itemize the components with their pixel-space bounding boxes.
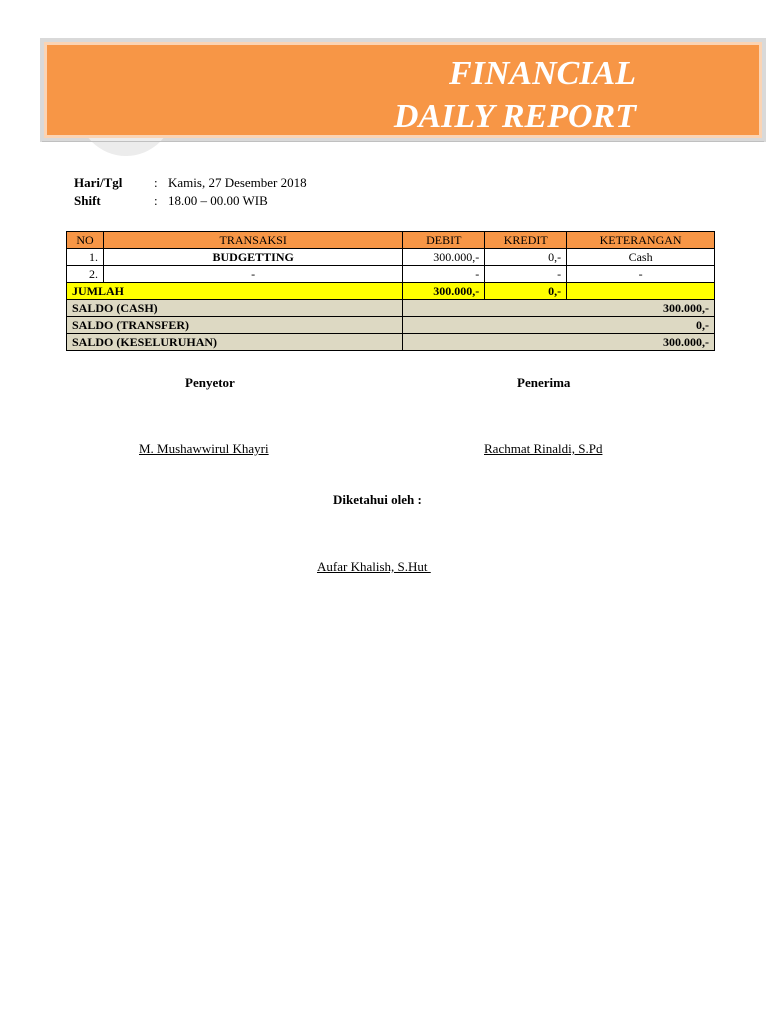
balance-label: SALDO (TRANSFER) — [67, 317, 403, 334]
depositor-name: M. Mushawwirul Khayri — [139, 441, 269, 456]
balance-row — [67, 300, 715, 317]
balance-row — [67, 317, 715, 334]
transaction-name: BUDGETTING — [103, 249, 402, 266]
balance-value: 300.000,- — [403, 334, 715, 351]
banner-divider — [42, 141, 764, 142]
shift-label: Shift — [74, 193, 101, 208]
debit-cell: 300.000,- — [403, 249, 485, 266]
column-header: TRANSAKSI — [103, 232, 402, 249]
debit-cell: - — [403, 266, 485, 283]
note-cell: - — [567, 266, 715, 283]
date-row — [74, 174, 307, 192]
balance-value: 300.000,- — [403, 300, 715, 317]
report-meta — [74, 174, 307, 210]
date-separator: : — [154, 175, 158, 190]
depositor-label: Penyetor — [185, 375, 235, 390]
balance-label: SALDO (CASH) — [67, 300, 403, 317]
total-debit: 300.000,- — [403, 283, 485, 300]
shift-row — [74, 192, 307, 210]
balance-value: 0,- — [403, 317, 715, 334]
balance-row — [67, 334, 715, 351]
transaction-name: - — [103, 266, 402, 283]
table-header-row — [67, 232, 715, 249]
title-line-2: DAILY REPORT — [393, 98, 636, 135]
report-title — [394, 52, 636, 138]
total-credit: 0,- — [485, 283, 567, 300]
date-label: Hari/Tgl — [74, 175, 123, 190]
row-number: 1. — [67, 249, 104, 266]
credit-cell: 0,- — [485, 249, 567, 266]
column-header: NO — [67, 232, 104, 249]
table-row — [67, 266, 715, 283]
date-value: Kamis, 27 Desember 2018 — [168, 175, 307, 190]
shift-separator: : — [154, 193, 158, 208]
table-row — [67, 249, 715, 266]
total-row — [67, 283, 715, 300]
row-number: 2. — [67, 266, 104, 283]
column-header: DEBIT — [403, 232, 485, 249]
credit-cell: - — [485, 266, 567, 283]
title-line-1: FINANCIAL — [448, 55, 636, 92]
acknowledged-label: Diketahui oleh : — [333, 492, 422, 507]
total-label: JUMLAH — [67, 283, 403, 300]
acknowledged-name: Aufar Khalish, S.Hut — [317, 559, 431, 574]
shift-value: 18.00 – 00.00 WIB — [168, 193, 268, 208]
balance-label: SALDO (KESELURUHAN) — [67, 334, 403, 351]
column-header: KETERANGAN — [567, 232, 715, 249]
receiver-label: Penerima — [517, 375, 571, 390]
total-note — [567, 283, 715, 300]
note-cell: Cash — [567, 249, 715, 266]
column-header: KREDIT — [485, 232, 567, 249]
receiver-name: Rachmat Rinaldi, S.Pd — [484, 441, 603, 456]
transaction-table — [66, 231, 715, 351]
